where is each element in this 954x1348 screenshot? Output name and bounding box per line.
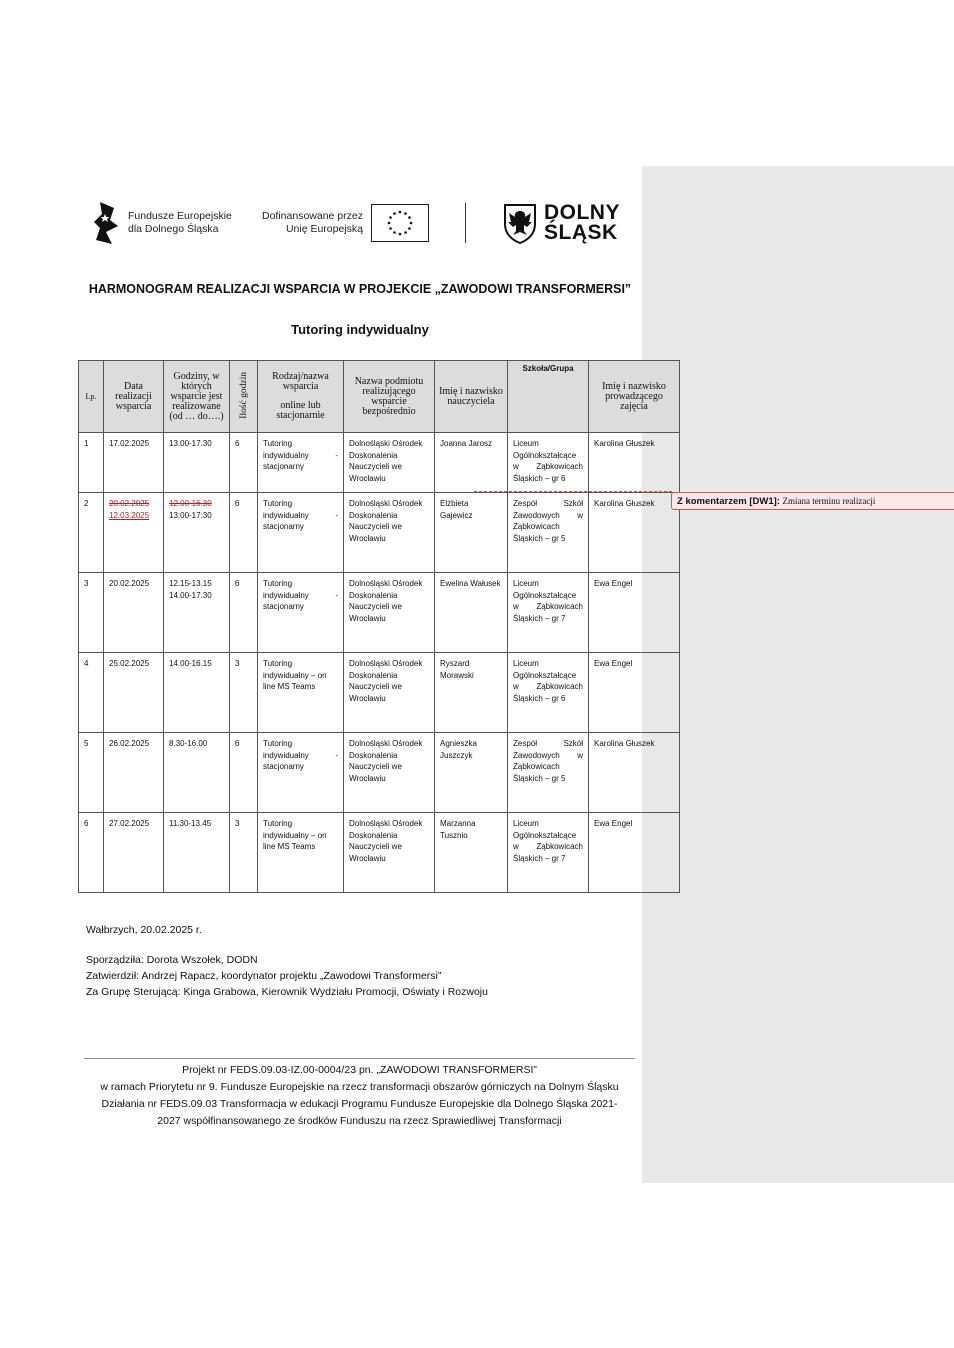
cell-lp: 1 (79, 433, 104, 493)
fe-star-icon (92, 198, 120, 248)
cell-type: Tutoring indywidualny - stacjonarny (258, 433, 344, 493)
eu-logo (262, 204, 429, 242)
cell-date (104, 493, 164, 573)
comment-text: Zmiana terminu realizacji (782, 496, 876, 506)
cell-hours: 13.00-17.30 (164, 433, 230, 493)
cell-hours: 14.00-16.15 (164, 653, 230, 733)
table-row (79, 733, 680, 813)
cell-type: Tutoring indywidualny – on line MS Teams (258, 653, 344, 733)
cell-hours: 11.30-13.45 (164, 813, 230, 893)
cell-type: Tutoring indywidualny - stacjonarny (258, 733, 344, 813)
eu-line1: Dofinansowane przez (262, 210, 363, 222)
cell-leader: Karolina Głuszek (589, 733, 680, 813)
cell-lp: 6 (79, 813, 104, 893)
cell-type: Tutoring indywidualny – on line MS Teams (258, 813, 344, 893)
table-header-row (79, 361, 680, 433)
comment-balloon[interactable] (671, 492, 954, 510)
comment-pane (642, 166, 954, 1183)
cell-date: 20.02.2025 (104, 573, 164, 653)
cell-date: 17.02.2025 (104, 433, 164, 493)
ds-line2: ŚLĄSK (543, 221, 618, 244)
logo-separator (465, 203, 466, 243)
header-count: Ilość godzin (230, 361, 258, 433)
footer-line-2: w ramach Priorytetu nr 9. Fundusze Europejskie na rzecz transformacji obszarów górniczych na Dolnym Śląsku (100, 1081, 619, 1093)
eu-logo-text (262, 210, 363, 236)
credits (86, 952, 488, 1000)
cell-lp: 3 (79, 573, 104, 653)
credit-approved: Zatwierdził: Andrzej Rapacz, koordynator projektu „Zawodowi Transformersi” (86, 970, 442, 982)
header-type (258, 361, 344, 433)
header-type-main: Rodzaj/nazwa wsparcia (272, 371, 329, 392)
cell-hours-2: 14.00-17.30 (169, 590, 212, 600)
cell-date: 26.02.2025 (104, 733, 164, 813)
cell-hours-1: 12.15-13.15 (169, 579, 212, 588)
dolny-slask-logo (502, 202, 620, 244)
eu-flag-icon (371, 204, 429, 242)
cell-hours-deleted: 12.00-16.30 (169, 499, 212, 508)
table-row (79, 433, 680, 493)
table-row (79, 573, 680, 653)
cell-count: 6 (230, 733, 258, 813)
cell-date: 25.02.2025 (104, 653, 164, 733)
cell-provider: Dolnośląski Ośrodek Doskonalenia Nauczycieli we Wrocławiu (344, 733, 435, 813)
credit-steering: Za Grupę Sterującą: Kinga Grabowa, Kierownik Wydziału Promocji, Oświaty i Rozwoju (86, 986, 488, 998)
footer-line-3: Działania nr FEDS.09.03 Transformacja w edukacji Programu Fundusze Europejskie dla Dolnego Śląska 2021- (101, 1098, 618, 1110)
cell-date-deleted: 20.02.2025 (109, 499, 150, 508)
table-row (79, 813, 680, 893)
header-date: Data realizacji wsparcia (104, 361, 164, 433)
cell-lp: 5 (79, 733, 104, 813)
footer-divider (84, 1058, 635, 1059)
fe-logo (92, 198, 252, 248)
cell-type: Tutoring indywidualny - stacjonarny (258, 573, 344, 653)
cell-date: 27.02.2025 (104, 813, 164, 893)
fe-logo-text (128, 210, 232, 236)
cell-hours (164, 493, 230, 573)
header-lp: Lp. (79, 361, 104, 433)
header-provider: Nazwa podmiotu realizującego wsparcie bezpośrednio (344, 361, 435, 433)
credit-prepared: Sporządziła: Dorota Wszołek, DODN (86, 954, 258, 966)
comment-anchor-line (474, 491, 672, 492)
header-leader: Imię i nazwisko prowadzącego zajęcia (589, 361, 680, 433)
cell-leader: Karolina Głuszek (589, 493, 680, 573)
cell-type: Tutoring indywidualny - stacjonarny (258, 493, 344, 573)
cell-leader: Ewa Engel (589, 573, 680, 653)
cell-school: Zespół Szkół Zawodowych w Ząbkowicach Śląskich – gr 5 (508, 733, 589, 813)
cell-school: Liceum Ogólnokształcące w Ząbkowicach Śląskich – gr 7 (508, 813, 589, 893)
eagle-crest-icon (502, 202, 538, 244)
cell-leader: Karolina Głuszek (589, 433, 680, 493)
cell-count: 3 (230, 813, 258, 893)
footer-line-1: Projekt nr FEDS.09.03-IZ.00-0004/23 pn. „ZAWODOWI TRANSFORMERSI” (182, 1064, 537, 1076)
cell-count: 6 (230, 493, 258, 573)
cell-count: 3 (230, 653, 258, 733)
document-title: HARMONOGRAM REALIZACJI WSPARCIA W PROJEKCIE „ZAWODOWI TRANSFORMERSI” (88, 282, 632, 296)
cell-count: 6 (230, 433, 258, 493)
document-subtitle: Tutoring indywidualny (291, 322, 429, 337)
eu-line2: Unię Europejską (285, 223, 363, 235)
table-row (79, 653, 680, 733)
cell-teacher: Ryszard Morawski (435, 653, 508, 733)
place-date: Wałbrzych, 20.02.2025 r. (86, 924, 202, 936)
ds-line1: DOLNY (543, 201, 620, 224)
cell-provider: Dolnośląski Ośrodek Doskonalenia Nauczycieli we Wrocławiu (344, 493, 435, 573)
cell-leader: Ewa Engel (589, 813, 680, 893)
cell-provider: Dolnośląski Ośrodek Doskonalenia Nauczycieli we Wrocławiu (344, 653, 435, 733)
header-teacher: Imię i nazwisko nauczyciela (435, 361, 508, 433)
comment-label: Z komentarzem [DW1]: (677, 496, 780, 507)
cell-hours: 8.30-16.00 (164, 733, 230, 813)
cell-school: Liceum Ogólnokształcące w Ząbkowicach Śląskich – gr 7 (508, 573, 589, 653)
fe-line1: Fundusze Europejskie (128, 210, 232, 222)
cell-lp: 4 (79, 653, 104, 733)
cell-leader: Ewa Engel (589, 653, 680, 733)
cell-hours (164, 573, 230, 653)
ds-logo-text (544, 203, 620, 243)
cell-teacher: Elżbieta Gajewicz (435, 493, 508, 573)
cell-provider: Dolnośląski Ośrodek Doskonalenia Nauczycieli we Wrocławiu (344, 433, 435, 493)
header-school: Szkoła/Grupa (508, 361, 589, 433)
table-row (79, 493, 680, 573)
fe-line2: dla Dolnego Śląska (128, 223, 219, 235)
cell-school: Liceum Ogólnokształcące w Ząbkowicach Śląskich – gr 6 (508, 433, 589, 493)
cell-lp: 2 (79, 493, 104, 573)
cell-school: Liceum Ogólnokształcące w Ząbkowicach Śląskich – gr 6 (508, 653, 589, 733)
header-type-sub: online lub stacjonarnie (276, 400, 325, 421)
logo-bar (92, 186, 634, 260)
cell-provider: Dolnośląski Ośrodek Doskonalenia Nauczycieli we Wrocławiu (344, 573, 435, 653)
cell-teacher: Joanna Jarosz (435, 433, 508, 493)
cell-teacher: Marzanna Tusznio (435, 813, 508, 893)
schedule-table (78, 360, 680, 893)
cell-teacher: Ewelina Wałusek (435, 573, 508, 653)
cell-count: 6 (230, 573, 258, 653)
footer (84, 1062, 635, 1130)
cell-teacher: Agnieszka Juszczyk (435, 733, 508, 813)
cell-hours-inserted: 13:00-17:30 (169, 510, 212, 520)
cell-school: Zespół Szkół Zawodowych w Ząbkowicach Śląskich – gr 5 (508, 493, 589, 573)
cell-date-inserted: 12.03.2025 (109, 510, 150, 520)
footer-line-4: 2027 współfinansowanego ze środków Funduszu na rzecz Sprawiedliwej Transformacji (157, 1115, 562, 1127)
cell-provider: Dolnośląski Ośrodek Doskonalenia Nauczycieli we Wrocławiu (344, 813, 435, 893)
header-hours: Godziny, w których wsparcie jest realizowane (od … do….) (164, 361, 230, 433)
